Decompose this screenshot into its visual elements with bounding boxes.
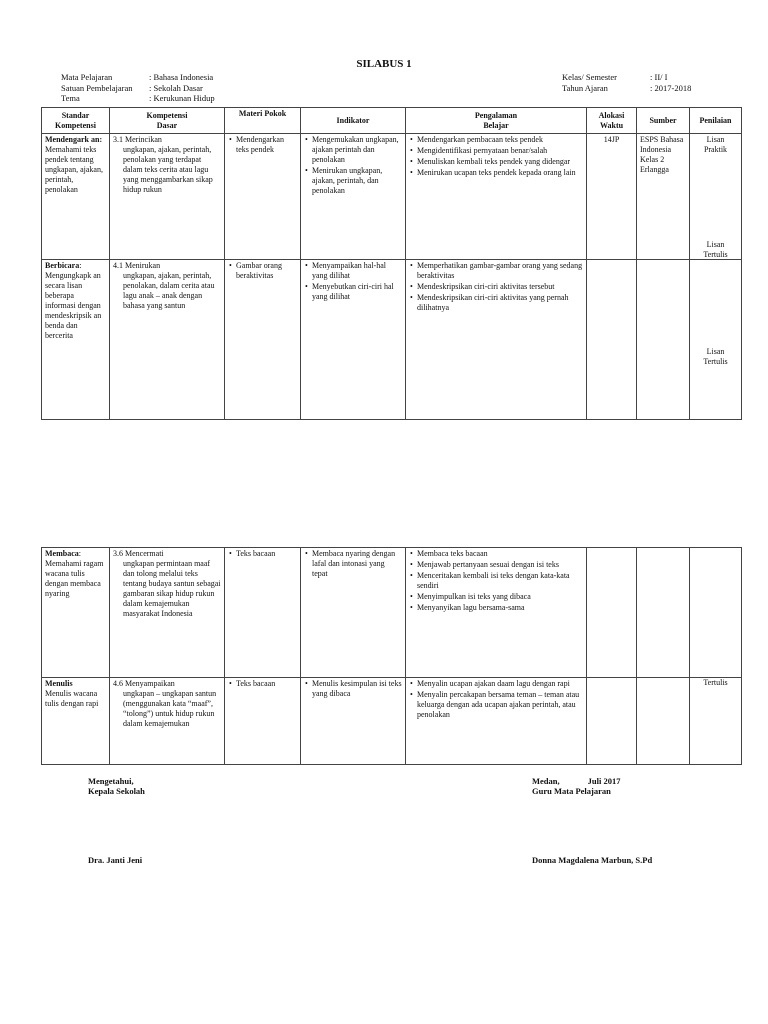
materi-cell bbox=[225, 134, 301, 260]
header-materi: Materi Pokok bbox=[225, 108, 301, 134]
list-item: • Menyalin percakapan bersama teman – teman atau keluarga dengan ada ucapan ajakan perintah, atau penolakan bbox=[417, 690, 583, 720]
penilaian-cell: Lisan Praktik bbox=[690, 134, 742, 260]
list-item: • Mengemukakan ungkapan, ajakan perintah dan penolakan bbox=[312, 135, 402, 165]
penilaian-cell bbox=[690, 678, 742, 765]
header-standar: Standar Kompetensi bbox=[42, 108, 110, 134]
materi-cell bbox=[225, 260, 301, 420]
indikator-cell bbox=[301, 134, 406, 260]
pengalaman-cell bbox=[406, 260, 587, 420]
indikator-cell bbox=[301, 548, 406, 678]
list-item: • Membaca teks bacaan bbox=[417, 549, 583, 559]
page-title: SILABUS 1 bbox=[356, 58, 412, 70]
header-indikator: Indikator bbox=[301, 108, 406, 134]
info-value: : 2017-2018 bbox=[650, 82, 692, 93]
sign-right-line2: Guru Mata Pelajaran bbox=[532, 786, 611, 796]
alokasi-cell bbox=[587, 548, 637, 678]
info-label: Tahun Ajaran bbox=[562, 82, 608, 93]
indikator-cell bbox=[301, 260, 406, 420]
info-value: : Kerukunan Hidup bbox=[149, 93, 215, 103]
table-row bbox=[42, 548, 742, 678]
sign-right bbox=[532, 776, 620, 796]
signer-name-left: Dra. Janti Jeni bbox=[88, 855, 143, 865]
list-item: • Menyalin ucapan ajakan daam lagu dengan rapi bbox=[417, 679, 583, 689]
syllabus-table-1 bbox=[41, 107, 742, 420]
list-item: • Menirukan ungkapan, ajakan, perintah, dan penolakan bbox=[312, 166, 402, 196]
sumber-cell bbox=[637, 260, 690, 420]
alokasi-cell: 14JP bbox=[587, 134, 637, 260]
info-label: Tema bbox=[61, 93, 80, 103]
pengalaman-cell bbox=[406, 134, 587, 260]
pengalaman-cell bbox=[406, 548, 587, 678]
header-sumber: Sumber bbox=[637, 108, 690, 134]
info-label: Mata Pelajaran bbox=[61, 72, 113, 82]
list-item: • Membaca nyaring dengan lafal dan intonasi yang tepat bbox=[312, 549, 402, 579]
sign-place: Medan, bbox=[532, 776, 560, 786]
signer-name-right: Donna Magdalena Marbun, S.Pd bbox=[532, 855, 653, 865]
alokasi-cell bbox=[587, 678, 637, 765]
penilaian-text: Tertulis bbox=[703, 678, 728, 687]
standar-cell: Menulis Menulis wacana tulis dengan rapi bbox=[42, 678, 110, 765]
kd-cell: 3.1 Merincikan ungkapan, ajakan, perintah, penolakan yang terdapat dalam teks cerita atau lagu yang menggambarkan sikap hidup rukun bbox=[110, 134, 225, 260]
materi-cell bbox=[225, 548, 301, 678]
list-item: • Mendeskripsikan ciri-ciri aktivitas tersebut bbox=[417, 282, 583, 292]
list-item: • Menuliskan kembali teks pendek yang didengar bbox=[417, 157, 583, 167]
list-item: • Menyanyikan lagu bersama-sama bbox=[417, 603, 583, 613]
list-item: • Menyimpulkan isi teks yang dibaca bbox=[417, 592, 583, 602]
standar-cell: Mendengark an: Memahami teks pendek tentang ungkapan, ajakan, perintah, penolakan bbox=[42, 134, 110, 260]
sign-left-line1: Mengetahui, bbox=[88, 776, 134, 786]
syllabus-table-2 bbox=[41, 547, 742, 765]
info-right bbox=[562, 72, 691, 93]
list-item: • Mengidentifikasi pernyataan benar/salah bbox=[417, 146, 583, 156]
info-label: Kelas/ Semester bbox=[562, 72, 617, 82]
list-item: • Teks bacaan bbox=[236, 679, 297, 689]
pengalaman-cell bbox=[406, 678, 587, 765]
table-row bbox=[42, 678, 742, 765]
sign-left-line2: Kepala Sekolah bbox=[88, 786, 145, 796]
penilaian-cell: Lisan Tertulis Lisan Tertulis bbox=[690, 260, 742, 420]
kd-cell: 4.6 Menyampaikan ungkapan – ungkapan santun (menggunakan kata “maaf”, “tolong”) untuk hidup rukun dalam kemajemukan bbox=[110, 678, 225, 765]
list-item: • Teks bacaan bbox=[236, 549, 297, 559]
sign-left bbox=[88, 776, 145, 796]
header-pengalaman: Pengalaman Belajar bbox=[406, 108, 587, 134]
list-item: • Gambar orang beraktivitas bbox=[236, 261, 297, 281]
list-item: • Mendengarkan pembacaan teks pendek bbox=[417, 135, 583, 145]
header-penilaian: Penilaian bbox=[690, 108, 742, 134]
kd-cell: 3.6 Mencermati ungkapan permintaan maaf dan tolong melalui teks tentang budaya santun sebagai gambaran sikap hidup rukun dalam kemajemukan masyarakat Indonesia bbox=[110, 548, 225, 678]
penilaian-cell bbox=[690, 548, 742, 687]
kd-cell: 4.1 Menirukan ungkapan, ajakan, perintah, penolakan, dalam cerita atau lagu anak – anak dengan bahasa yang santun bbox=[110, 260, 225, 420]
info-value: : Bahasa Indonesia bbox=[149, 72, 214, 82]
list-item: • Menulis kesimpulan isi teks yang dibaca bbox=[312, 679, 402, 699]
indikator-cell bbox=[301, 678, 406, 765]
sumber-cell bbox=[637, 548, 690, 678]
standar-cell: Membaca: Memahami ragam wacana tulis dengan membaca nyaring bbox=[42, 548, 110, 678]
list-item: • Menyampaikan hal-hal yang dilihat bbox=[312, 261, 402, 281]
list-item: • Memperhatikan gambar-gambar orang yang sedang beraktivitas bbox=[417, 261, 583, 281]
alokasi-cell bbox=[587, 260, 637, 420]
list-item: • Menceritakan kembali isi teks dengan kata-kata sendiri bbox=[417, 571, 583, 591]
sign-date: Juli 2017 bbox=[587, 776, 621, 786]
header-kd: Kompetensi Dasar bbox=[110, 108, 225, 134]
table-row bbox=[42, 260, 742, 420]
list-item: • Menirukan ucapan teks pendek kepada orang lain bbox=[417, 168, 583, 178]
info-value: : Sekolah Dasar bbox=[149, 82, 203, 93]
list-item: • Mendengarkan teks pendek bbox=[236, 135, 297, 155]
sumber-cell: ESPS Bahasa Indonesia Kelas 2 Erlangga bbox=[637, 134, 690, 260]
header-alokasi: Alokasi Waktu bbox=[587, 108, 637, 134]
table-header-row bbox=[42, 108, 742, 134]
standar-cell: Berbicara: Mengungkapk an secara lisan beberapa informasi dengan mendeskripsik an benda dan bercerita bbox=[42, 260, 110, 420]
materi-cell bbox=[225, 678, 301, 765]
info-label: Satuan Pembelajaran bbox=[61, 82, 133, 93]
list-item: • Menjawab pertanyaan sesuai dengan isi teks bbox=[417, 560, 583, 570]
info-value: : II/ I bbox=[650, 72, 668, 82]
list-item: • Menyebutkan ciri-ciri hal yang dilihat bbox=[312, 282, 402, 302]
info-left bbox=[61, 72, 215, 104]
list-item: • Mendeskripsikan ciri-ciri aktivitas yang pernah dilihatnya bbox=[417, 293, 583, 313]
table-row bbox=[42, 134, 742, 260]
sumber-cell bbox=[637, 678, 690, 765]
